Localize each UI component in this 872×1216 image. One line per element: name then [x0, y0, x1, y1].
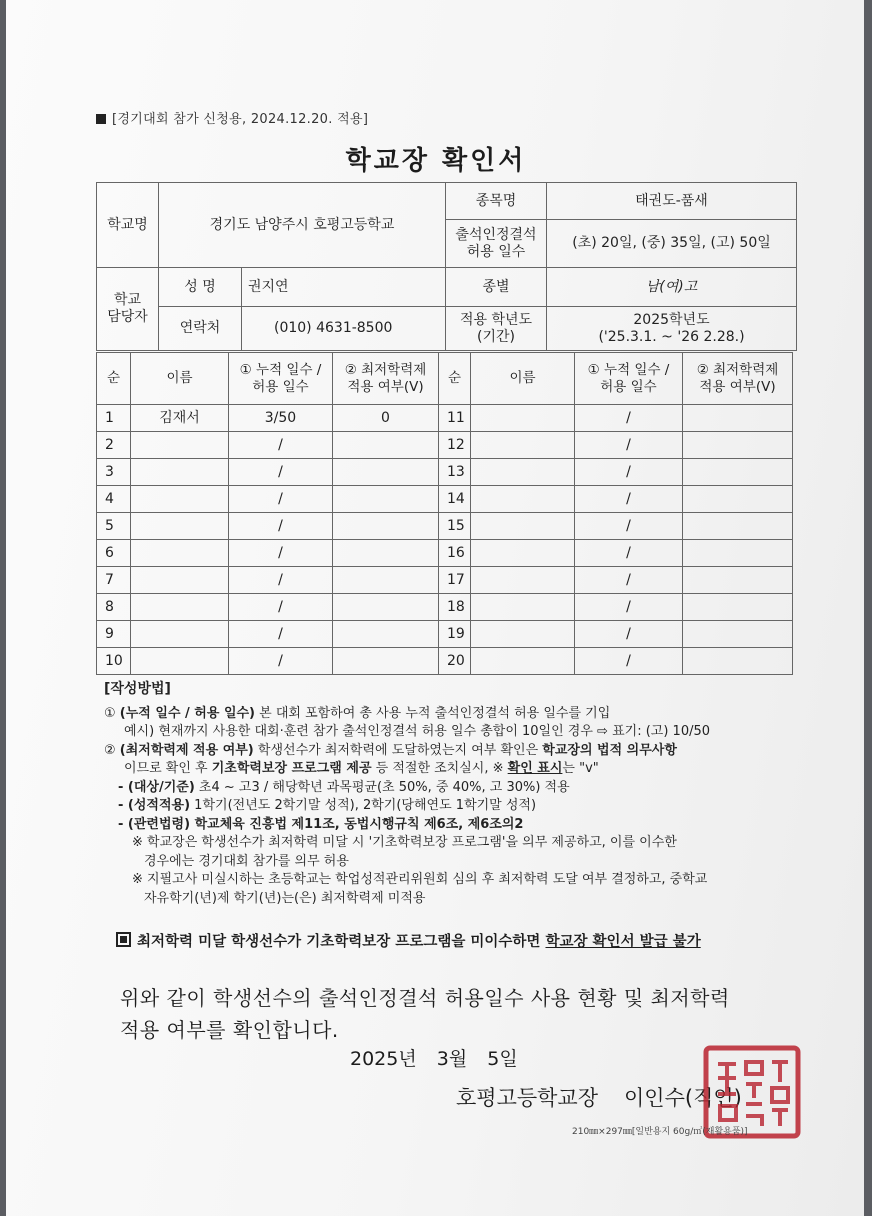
student-list-table	[96, 352, 793, 675]
list-header-row	[97, 353, 793, 405]
guide-text-3: 학생선수가 최저학력에 도달하였는지 여부 확인은	[253, 742, 543, 758]
guide-text-4b: 등 적절한 조치실시, ※	[371, 761, 508, 776]
row-no: 18	[439, 594, 471, 621]
header-grade	[333, 353, 439, 405]
name-cell	[159, 268, 446, 307]
row-days: /	[229, 540, 333, 567]
signer	[456, 1082, 742, 1112]
guide-bold-7: - (관련법령)	[118, 816, 191, 832]
row-grade	[683, 459, 793, 486]
guide-line-2: 예시) 현재까지 사용한 대회·훈련 참가 출석인정결석 허용 일수 총합이 10일인 경우 ⇨ 표기: (고) 10/50	[124, 724, 711, 739]
row-grade	[333, 648, 439, 675]
table-row	[97, 594, 793, 621]
guide-bold-5: - (대상/기준)	[118, 779, 195, 795]
guide-bold-4b: 확인 표시	[507, 761, 563, 776]
header-days-right-line2: 허용 일수	[600, 378, 657, 395]
square-bullet-icon	[96, 114, 106, 124]
header-grade-right-line2: 적용 여부(V)	[699, 378, 776, 395]
row-name	[131, 459, 229, 486]
row-no: 10	[97, 648, 131, 675]
table-row	[97, 405, 793, 432]
issue-date: 2025년 3월 5일	[350, 1048, 518, 1070]
confirm-line-2: 적용 여부를 확인합니다.	[120, 1018, 339, 1042]
row-name	[471, 540, 575, 567]
row-name	[471, 621, 575, 648]
row-no: 3	[97, 459, 131, 486]
row-grade	[333, 432, 439, 459]
contact-value: (010) 4631-8500	[274, 320, 393, 336]
row-grade	[683, 540, 793, 567]
year-value	[547, 307, 797, 351]
confirm-line-1: 위와 같이 학생선수의 출석인정결석 허용일수 사용 현황 및 최저학력	[120, 986, 730, 1010]
header-grade-line2: 적용 여부(V)	[347, 378, 424, 395]
confirm-statement	[120, 982, 800, 1046]
row-no: 17	[439, 567, 471, 594]
notice	[116, 930, 701, 951]
row-days: /	[229, 621, 333, 648]
row-grade	[683, 594, 793, 621]
year-label-line1: 적용 학년도	[459, 311, 533, 328]
name-value: 권지연	[248, 279, 289, 295]
teacher-label-line1: 학교	[113, 292, 142, 308]
row-no: 14	[439, 486, 471, 513]
row-days: /	[575, 459, 683, 486]
row-no: 13	[439, 459, 471, 486]
table-row	[97, 486, 793, 513]
guide-title: [작성방법]	[104, 681, 171, 697]
row-grade	[333, 513, 439, 540]
row-days: /	[575, 486, 683, 513]
year-value-line1: 2025학년도	[633, 311, 710, 328]
row-days: /	[575, 432, 683, 459]
type-value: 남(여)고	[547, 268, 797, 307]
document-title: 학교장 확인서	[345, 146, 527, 176]
row-name	[471, 459, 575, 486]
row-days: /	[575, 594, 683, 621]
row-grade	[333, 594, 439, 621]
guide-bold-3b: 학교장의 법적 의무사항	[542, 742, 677, 758]
row-days: /	[229, 513, 333, 540]
row-days: /	[575, 540, 683, 567]
writing-guide	[104, 680, 794, 908]
row-name	[471, 594, 575, 621]
type-label: 종별	[446, 268, 547, 307]
header-grade-line1: ② 최저학력제	[344, 361, 427, 378]
row-days: /	[575, 405, 683, 432]
row-grade	[683, 432, 793, 459]
year-label	[446, 307, 547, 351]
row-days: /	[229, 459, 333, 486]
row-no: 19	[439, 621, 471, 648]
name-label: 성 명	[159, 268, 242, 306]
row-days: /	[229, 432, 333, 459]
row-grade	[683, 621, 793, 648]
row-grade	[333, 540, 439, 567]
row-days: 3/50	[229, 405, 333, 432]
row-days: /	[575, 513, 683, 540]
guide-bold-6: - (성적적용)	[118, 798, 191, 813]
row-name	[131, 594, 229, 621]
table-row	[97, 459, 793, 486]
table-row	[97, 513, 793, 540]
header-grade-right-line1: ② 최저학력제	[696, 361, 779, 378]
guide-line-7	[104, 816, 794, 835]
header-grade-right	[683, 353, 793, 405]
row-grade	[683, 567, 793, 594]
row-no: 4	[97, 486, 131, 513]
guide-line-4	[104, 760, 794, 779]
notice-underline: 학교장 확인서 발급 불가	[545, 934, 701, 950]
guide-bold-4: 기초학력보장 프로그램 제공	[211, 761, 372, 776]
contact-label: 연락처	[159, 307, 242, 350]
row-grade	[333, 567, 439, 594]
teacher-label-line2: 담당자	[107, 309, 148, 325]
row-name	[471, 648, 575, 675]
row-grade: 0	[333, 405, 439, 432]
row-days: /	[229, 648, 333, 675]
row-no: 5	[97, 513, 131, 540]
header-days-line1: ① 누적 일수 /	[239, 361, 322, 378]
absence-label-line2: 허용 일수	[466, 243, 526, 260]
row-days: /	[229, 567, 333, 594]
row-grade	[683, 486, 793, 513]
info-table	[96, 182, 797, 351]
guide-num-1: ①	[104, 705, 116, 721]
guide-text-4c: 는 "v"	[562, 761, 599, 776]
row-grade	[333, 459, 439, 486]
row-no: 12	[439, 432, 471, 459]
row-days: /	[575, 648, 683, 675]
row-name	[471, 513, 575, 540]
row-days: /	[575, 567, 683, 594]
header-no-right: 순	[439, 353, 471, 405]
guide-num-2: ②	[104, 742, 116, 758]
contact-cell	[159, 307, 446, 351]
row-name: 김재서	[131, 405, 229, 432]
absence-label-line1: 출석인정결석	[455, 226, 537, 243]
row-name	[131, 621, 229, 648]
guide-text-1: 본 대회 포함하여 총 사용 누적 출석인정결석 허용 일수를 기입	[255, 705, 611, 721]
row-no: 16	[439, 540, 471, 567]
row-name	[131, 486, 229, 513]
guide-line-8: ※ 학교장은 학생선수가 최저학력 미달 시 '기초학력보장 프로그램'을 의무 제공하고, 이를 이수한	[132, 835, 677, 850]
row-no: 6	[97, 540, 131, 567]
guide-line-3	[104, 742, 794, 761]
guide-line-10: ※ 지필고사 미실시하는 초등학교는 학업성적관리위원회 심의 후 최저학력 도달 여부 결정하고, 중학교	[132, 872, 708, 887]
row-name	[131, 513, 229, 540]
header-note	[96, 108, 368, 127]
row-grade	[683, 513, 793, 540]
row-no: 9	[97, 621, 131, 648]
row-no: 1	[97, 405, 131, 432]
header-days-right-line1: ① 누적 일수 /	[587, 361, 670, 378]
guide-bold-1: (누적 일수 / 허용 일수)	[119, 705, 255, 721]
row-grade	[683, 405, 793, 432]
header-no: 순	[97, 353, 131, 405]
header-name: 이름	[131, 353, 229, 405]
notice-box-icon	[116, 932, 131, 947]
guide-line-6	[104, 797, 794, 816]
header-days	[229, 353, 333, 405]
guide-line-5	[104, 779, 794, 798]
row-no: 15	[439, 513, 471, 540]
guide-text-6: 1학기(전년도 2학기말 성적), 2학기(당해연도 1학기말 성적)	[190, 798, 537, 813]
row-days: /	[229, 594, 333, 621]
paper-spec-footer: 210㎜×297㎜[일반용지 60g/㎡(재활용품)]	[572, 1127, 748, 1137]
row-name	[131, 540, 229, 567]
guide-text-4: 이므로 확인 후	[124, 761, 212, 776]
row-no: 11	[439, 405, 471, 432]
table-row	[97, 432, 793, 459]
header-days-line2: 허용 일수	[252, 378, 309, 395]
header-name-right: 이름	[471, 353, 575, 405]
notice-text: 최저학력 미달 학생선수가 기초학력보장 프로그램을 미이수하면	[137, 934, 546, 950]
year-value-line2: ('25.3.1. ~ '26 2.28.)	[598, 328, 745, 345]
guide-text-5: 초4 ~ 고3 / 해당학년 과목평균(초 50%, 중 40%, 고 30%) 적용	[194, 779, 570, 795]
row-name	[131, 432, 229, 459]
guide-line-11: 자유학기(년)제 학기(년)는(은) 최저학력제 미적용	[144, 890, 426, 906]
row-no: 8	[97, 594, 131, 621]
row-name	[131, 567, 229, 594]
row-name	[131, 648, 229, 675]
table-row	[97, 567, 793, 594]
year-label-line2: (기간)	[477, 328, 515, 345]
row-name	[471, 405, 575, 432]
table-row	[97, 621, 793, 648]
event-value: 태권도-품새	[547, 183, 797, 220]
header-days-right	[575, 353, 683, 405]
row-no: 2	[97, 432, 131, 459]
school-label: 학교명	[97, 183, 159, 268]
signer-name: 이인수(직인)	[624, 1086, 742, 1110]
teacher-label	[97, 268, 159, 351]
signer-title: 호평고등학교장	[456, 1086, 599, 1110]
row-name	[471, 432, 575, 459]
row-days: /	[229, 486, 333, 513]
guide-bold-3: (최저학력제 적용 여부)	[119, 742, 254, 758]
row-grade	[333, 486, 439, 513]
header-note-text: [경기대회 참가 신청용, 2024.12.20. 적용]	[112, 112, 369, 127]
guide-line-1	[104, 705, 794, 724]
row-days: /	[575, 621, 683, 648]
table-row	[97, 540, 793, 567]
row-name	[471, 486, 575, 513]
row-no: 20	[439, 648, 471, 675]
absence-label	[446, 220, 547, 268]
absence-value: (초) 20일, (중) 35일, (고) 50일	[547, 220, 797, 268]
event-label: 종목명	[446, 183, 547, 220]
row-no: 7	[97, 567, 131, 594]
guide-line-9: 경우에는 경기대회 참가를 의무 허용	[144, 853, 349, 869]
row-name	[471, 567, 575, 594]
table-row	[97, 648, 793, 675]
school-value: 경기도 남양주시 호평고등학교	[159, 183, 446, 268]
guide-text-7: 학교체육 진흥법 제11조, 동법시행규칙 제6조, 제6조의2	[190, 816, 524, 832]
row-grade	[333, 621, 439, 648]
row-grade	[683, 648, 793, 675]
